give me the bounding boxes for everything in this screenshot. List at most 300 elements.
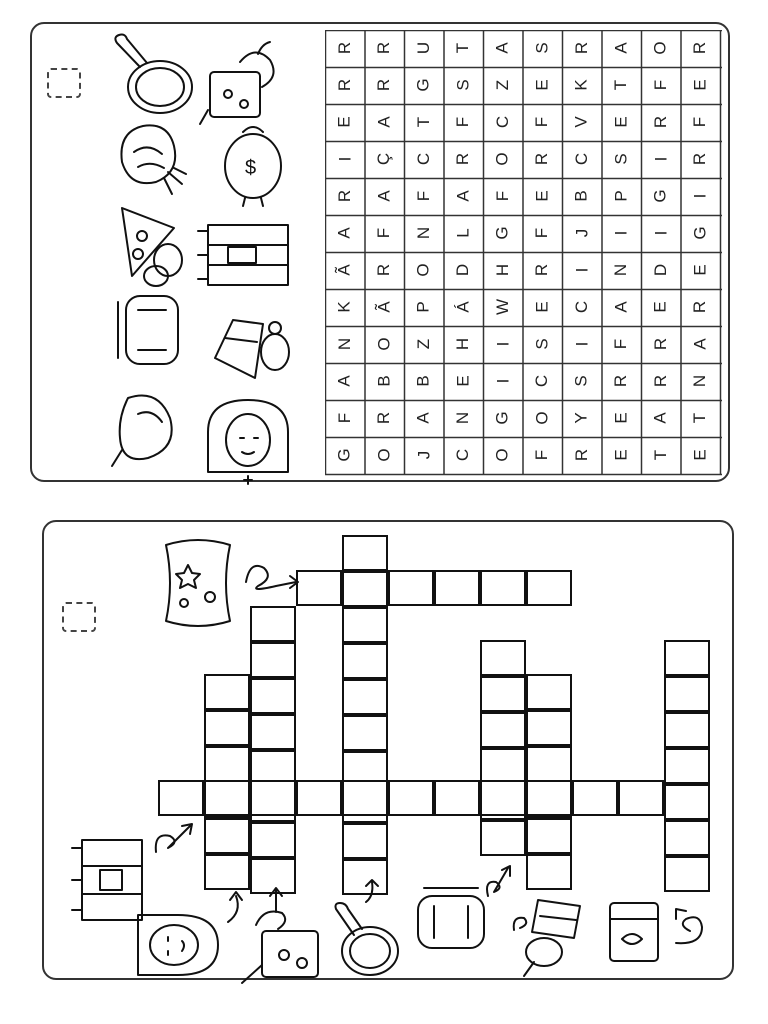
- letter: R: [532, 152, 552, 166]
- crossword-box[interactable]: [664, 820, 710, 856]
- letter-cell: [487, 439, 519, 471]
- letter-cell: [329, 69, 361, 101]
- letter: B: [374, 375, 394, 387]
- letter-cell: [369, 439, 401, 471]
- crossword-box[interactable]: [296, 780, 342, 816]
- letter: S: [611, 153, 631, 165]
- letter: R: [453, 152, 473, 166]
- letter-cell: [408, 106, 440, 138]
- letter-cell: [369, 69, 401, 101]
- letter: G: [492, 226, 512, 240]
- letter-cell: [645, 439, 677, 471]
- letter: K: [335, 301, 354, 313]
- letter: R: [335, 189, 354, 203]
- letter: T: [690, 412, 710, 424]
- letter-cell: [448, 328, 480, 360]
- letter-cell: [566, 106, 598, 138]
- letter: A: [374, 116, 394, 128]
- letter-cell: [606, 180, 638, 212]
- crossword-box[interactable]: [664, 712, 710, 748]
- letter-cell: [527, 143, 559, 175]
- letter-cell: [487, 32, 519, 64]
- letter-cell: [487, 254, 519, 286]
- crossword-box[interactable]: [480, 676, 526, 712]
- letter-cell: [685, 365, 717, 397]
- pizza-icon: [112, 198, 187, 288]
- letter: E: [532, 79, 552, 91]
- letter: T: [650, 449, 670, 461]
- nun-icon: [198, 392, 298, 477]
- chicken-icon: [108, 378, 188, 473]
- letter-cell: [487, 143, 519, 175]
- letter-cell: [408, 143, 440, 175]
- apple-juice-icon-cw: [238, 905, 328, 990]
- crossword-box[interactable]: [480, 748, 526, 784]
- letter-cell: [566, 254, 598, 286]
- letter: R: [374, 411, 394, 425]
- letter: F: [374, 227, 394, 239]
- letter: R: [690, 152, 710, 166]
- letter: E: [690, 264, 710, 276]
- svg-text:$: $: [245, 157, 257, 179]
- letter-cell: [527, 254, 559, 286]
- letter: A: [453, 190, 473, 202]
- letter-cell: [527, 106, 559, 138]
- letter-cell: [685, 180, 717, 212]
- letter-cell: [685, 291, 717, 323]
- crossword-box[interactable]: [526, 570, 572, 606]
- letter: Ã: [335, 264, 354, 276]
- letter: R: [572, 448, 591, 462]
- letter: I: [571, 267, 591, 273]
- letter: I: [690, 193, 710, 199]
- letter-cell: [606, 106, 638, 138]
- letter: P: [414, 301, 433, 313]
- letter: E: [690, 449, 710, 461]
- letter-cell: [527, 402, 559, 434]
- letter-cell: [408, 365, 440, 397]
- letter: P: [611, 190, 631, 202]
- letter: G: [492, 411, 512, 425]
- crossword-box[interactable]: [480, 820, 526, 856]
- crossword-box[interactable]: [480, 640, 526, 676]
- letter: I: [611, 230, 631, 236]
- letter: N: [690, 374, 710, 388]
- letter: J: [414, 450, 433, 460]
- letter: R: [374, 263, 394, 277]
- letter: I: [571, 341, 591, 347]
- letter-cell: [448, 439, 480, 471]
- letter-cell: [369, 291, 401, 323]
- letter: O: [532, 411, 552, 425]
- letter-cell: [487, 328, 519, 360]
- letter: R: [374, 78, 394, 92]
- letter-cell: [685, 402, 717, 434]
- letter-cell: [606, 291, 638, 323]
- crossword-box[interactable]: [250, 642, 296, 678]
- letter-cell: [487, 365, 519, 397]
- letter: D: [453, 263, 473, 277]
- letter-cell: [448, 106, 480, 138]
- letter: K: [572, 79, 591, 91]
- letter-cell: [369, 180, 401, 212]
- letter: T: [453, 42, 473, 54]
- letter-cell: [408, 69, 440, 101]
- letter: L: [453, 228, 473, 238]
- letter: E: [611, 412, 631, 424]
- crossword-box[interactable]: [204, 780, 250, 816]
- letter-cell: [566, 143, 598, 175]
- letter: O: [492, 448, 512, 462]
- letter-cell: [645, 365, 677, 397]
- crossword-box[interactable]: [342, 679, 388, 715]
- letter-cell: [685, 32, 717, 64]
- jar-icon: [108, 290, 183, 370]
- crossword-box[interactable]: [526, 710, 572, 746]
- letter-cell: [645, 143, 677, 175]
- letter-cell: [527, 291, 559, 323]
- letter: F: [532, 449, 552, 461]
- crossword-box[interactable]: [480, 570, 526, 606]
- letter: A: [493, 42, 512, 54]
- letter: R: [572, 41, 591, 55]
- letter: N: [414, 226, 433, 240]
- letter: R: [532, 263, 552, 277]
- letter-cell: [606, 32, 638, 64]
- arrow-pan: [356, 876, 386, 906]
- letter: R: [374, 41, 394, 55]
- letter-cell: [527, 328, 559, 360]
- crossword-box[interactable]: [204, 854, 250, 890]
- letter-cell: [606, 365, 638, 397]
- letter: O: [492, 152, 512, 166]
- crossword-box[interactable]: [664, 640, 710, 676]
- letter: G: [690, 226, 710, 240]
- soda-bottles-icon: [198, 205, 298, 295]
- letter-cell: [487, 69, 519, 101]
- letter: R: [651, 337, 670, 351]
- letter-cell: [527, 180, 559, 212]
- letter: E: [532, 190, 552, 202]
- letter-cell: [606, 254, 638, 286]
- letter-cell: [487, 217, 519, 249]
- letter-cell: [329, 439, 361, 471]
- crossword-box[interactable]: [434, 780, 480, 816]
- letter: F: [334, 412, 354, 424]
- letter-cell: [408, 254, 440, 286]
- crossword-box[interactable]: [572, 780, 618, 816]
- crossword-box[interactable]: [526, 780, 572, 816]
- letter-cell: [408, 291, 440, 323]
- letter: C: [493, 115, 512, 129]
- crossword-box[interactable]: [342, 571, 388, 607]
- letter-cell: [606, 439, 638, 471]
- letter: N: [453, 411, 473, 425]
- letter-cell: [448, 217, 480, 249]
- letter-cell: [408, 402, 440, 434]
- fried-chicken-bucket-icon: [205, 308, 295, 393]
- letter-cell: [527, 217, 559, 249]
- letter-cell: [685, 143, 717, 175]
- letter-cell: [527, 32, 559, 64]
- letter: E: [611, 116, 631, 128]
- letter-cell: [645, 291, 677, 323]
- letter: R: [690, 300, 710, 314]
- crossword-box[interactable]: [618, 780, 664, 816]
- letter-cell: [369, 402, 401, 434]
- letter-cell: [329, 143, 361, 175]
- letter: F: [611, 338, 631, 350]
- letter: A: [335, 227, 354, 239]
- letter-cell: [408, 328, 440, 360]
- letter: A: [611, 42, 631, 54]
- letter-cell: [408, 180, 440, 212]
- letter-cell: [487, 106, 519, 138]
- letter-cell: [685, 439, 717, 471]
- crossword-box[interactable]: [342, 823, 388, 859]
- letter: O: [374, 337, 394, 351]
- letter: I: [492, 341, 512, 347]
- letter: E: [453, 375, 473, 387]
- letter-cell: [487, 291, 519, 323]
- letter-cell: [369, 254, 401, 286]
- letter: R: [611, 374, 631, 388]
- letter-cell: [408, 32, 440, 64]
- letter-cell: [329, 402, 361, 434]
- piggy-bank-icon: [215, 118, 295, 208]
- letter: A: [335, 375, 354, 387]
- crossword-box[interactable]: [250, 678, 296, 714]
- letter-cell: [645, 217, 677, 249]
- letter: C: [572, 300, 591, 314]
- letter: E: [690, 79, 710, 91]
- letter-cell: [566, 69, 598, 101]
- arrow-pillow: [236, 552, 306, 612]
- arrow-fridge: [672, 905, 717, 950]
- crossword-box[interactable]: [664, 784, 710, 820]
- letter-cell: [566, 328, 598, 360]
- crossword-box[interactable]: [480, 780, 526, 816]
- crossword-box[interactable]: [434, 570, 480, 606]
- letter: T: [413, 116, 433, 128]
- letter-cell: [369, 217, 401, 249]
- letter: H: [493, 263, 512, 277]
- letter-cell: [448, 365, 480, 397]
- crossword-box[interactable]: [250, 714, 296, 750]
- letter-cell: [448, 180, 480, 212]
- crossword-box[interactable]: [526, 674, 572, 710]
- letter: G: [413, 78, 433, 92]
- letter: F: [453, 116, 473, 128]
- letter-cell: [369, 32, 401, 64]
- letter: I: [492, 378, 512, 384]
- letter-cell: [606, 143, 638, 175]
- letter-cell: [369, 143, 401, 175]
- letter: Z: [492, 79, 512, 91]
- crossword-box[interactable]: [204, 710, 250, 746]
- letter-cell: [566, 365, 598, 397]
- letter: G: [650, 189, 670, 203]
- crossword-box[interactable]: [204, 818, 250, 854]
- letter-cell: [685, 106, 717, 138]
- letter: I: [334, 156, 354, 162]
- letter-cell: [645, 69, 677, 101]
- letter: N: [335, 337, 354, 351]
- letter-cell: [685, 254, 717, 286]
- letter: R: [335, 78, 354, 92]
- letter: J: [572, 228, 591, 238]
- letter-cell: [685, 69, 717, 101]
- letter: Y: [572, 412, 591, 424]
- letter-cell: [487, 402, 519, 434]
- crossword-box[interactable]: [480, 712, 526, 748]
- letter-cell: [645, 106, 677, 138]
- crossword-box[interactable]: [526, 746, 572, 782]
- letter-cell: [329, 365, 361, 397]
- letter-cell: [448, 402, 480, 434]
- letter: E: [611, 449, 631, 461]
- chicken-bucket-icon-cw: [510, 890, 590, 980]
- letter: O: [413, 263, 433, 277]
- crossword-box[interactable]: [204, 674, 250, 710]
- letter: S: [572, 375, 591, 387]
- letter-cell: [329, 180, 361, 212]
- letter: R: [651, 374, 670, 388]
- crossword-box[interactable]: [204, 746, 250, 782]
- letter: A: [611, 301, 631, 313]
- letter: U: [414, 41, 433, 55]
- letter: Ç: [374, 152, 394, 166]
- frying-pan-icon-cw: [330, 895, 405, 985]
- letter-cell: [566, 32, 598, 64]
- letter: C: [414, 152, 433, 166]
- letter: F: [532, 116, 552, 128]
- crossword-box[interactable]: [250, 780, 296, 816]
- letter-cell: [606, 217, 638, 249]
- letter: I: [650, 230, 670, 236]
- letter: F: [690, 116, 710, 128]
- letter: A: [414, 412, 433, 424]
- letter-cell: [645, 180, 677, 212]
- letter: C: [532, 374, 552, 388]
- letter: N: [611, 263, 631, 277]
- crossword-box[interactable]: [388, 780, 434, 816]
- letter: R: [690, 41, 710, 55]
- letter-cell: [448, 32, 480, 64]
- letter: S: [453, 79, 473, 91]
- letter-cell: [566, 180, 598, 212]
- arrow-juice: [266, 884, 286, 914]
- letter: R: [651, 115, 670, 129]
- letter: Z: [413, 338, 433, 350]
- letter: F: [413, 190, 433, 202]
- letter-cell: [329, 32, 361, 64]
- letter: B: [414, 375, 433, 387]
- letter: O: [374, 448, 394, 462]
- crossword-box[interactable]: [388, 570, 434, 606]
- crossword-box[interactable]: [342, 535, 388, 571]
- letter-cell: [527, 365, 559, 397]
- crossword-box[interactable]: [664, 748, 710, 784]
- letter-cell: [566, 217, 598, 249]
- apple-juice-icon: [200, 32, 285, 127]
- letter: S: [532, 42, 552, 54]
- letter-cell: [606, 69, 638, 101]
- crossword-box[interactable]: [250, 822, 296, 858]
- letter: O: [650, 41, 670, 55]
- letter-cell: [329, 254, 361, 286]
- crossword-box[interactable]: [342, 780, 388, 816]
- letter-cell: [566, 291, 598, 323]
- letter-cell: [566, 439, 598, 471]
- letter: E: [532, 301, 552, 313]
- word-search-grid: [325, 30, 722, 478]
- letter: A: [690, 338, 710, 350]
- letter: R: [335, 41, 354, 55]
- nun-icon-cw: [132, 905, 222, 985]
- letter-cell: [448, 254, 480, 286]
- crossword-box[interactable]: [664, 676, 710, 712]
- letter: C: [453, 448, 473, 462]
- crossword-box[interactable]: [664, 856, 710, 892]
- lettuce-icon: [108, 112, 188, 202]
- letter: W: [492, 298, 512, 316]
- jar-icon-cw: [412, 880, 492, 960]
- letter-cell: [408, 439, 440, 471]
- letter-cell: [369, 106, 401, 138]
- letter: I: [650, 156, 670, 162]
- letter-cell: [606, 402, 638, 434]
- arrow-bottles: [150, 812, 210, 862]
- word-search-badge: [47, 68, 81, 98]
- letter: E: [335, 116, 354, 128]
- letter: E: [651, 301, 670, 313]
- letter-cell: [408, 217, 440, 249]
- letter: Á: [453, 301, 473, 313]
- frying-pan-icon: [105, 25, 195, 120]
- pillow-icon: [158, 535, 238, 630]
- letter: A: [651, 412, 670, 424]
- letter-cell: [645, 328, 677, 360]
- letter: C: [572, 152, 591, 166]
- crossword-box[interactable]: [342, 643, 388, 679]
- letter: H: [453, 337, 473, 351]
- fridge-icon: [602, 895, 677, 970]
- crossword-box[interactable]: [342, 715, 388, 751]
- letter-cell: [527, 69, 559, 101]
- crossword-box[interactable]: [158, 780, 204, 816]
- letter-cell: [685, 217, 717, 249]
- letter: S: [532, 338, 552, 350]
- crossword-box[interactable]: [526, 818, 572, 854]
- letter-cell: [645, 402, 677, 434]
- letter-cell: [329, 328, 361, 360]
- letter-cell: [645, 254, 677, 286]
- letter-cell: [369, 365, 401, 397]
- letter-cell: [329, 217, 361, 249]
- letter-cell: [645, 32, 677, 64]
- letter: F: [492, 190, 512, 202]
- letter-cell: [448, 69, 480, 101]
- crossword-box[interactable]: [342, 607, 388, 643]
- letter-cell: [448, 143, 480, 175]
- letter-cell: [329, 106, 361, 138]
- letter: A: [374, 190, 394, 202]
- letter-cell: [369, 328, 401, 360]
- letter: F: [650, 79, 670, 91]
- crossword-box[interactable]: [526, 854, 572, 890]
- letter: F: [532, 227, 552, 239]
